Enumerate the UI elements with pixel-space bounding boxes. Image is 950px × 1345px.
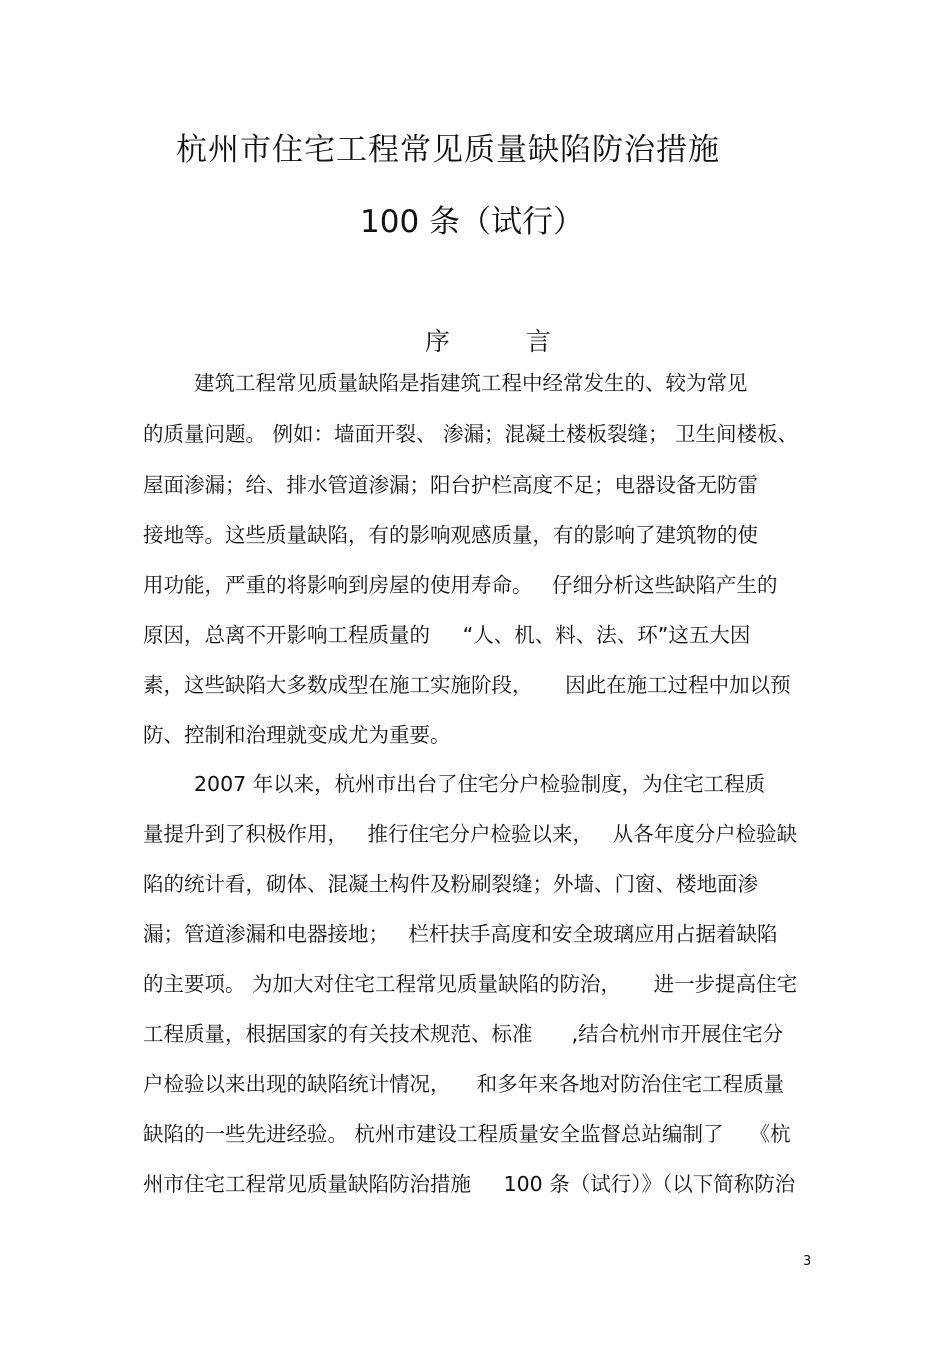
section-heading-preface: 序 言 (425, 327, 585, 356)
paragraph-line: 陷的统计看，砌体、混凝土构件及粉刷裂缝；外墙、门窗、楼地面渗 (143, 872, 758, 896)
paragraph-line: 用功能，严重的将影响到房屋的使用寿命。 仔细分析这些缺陷产生的 (143, 573, 778, 597)
paragraph-line: 防、控制和治理就变成尤为重要。 (143, 723, 451, 747)
paragraph-line: 的质量问题。 例如：墙面开裂、 渗漏；混凝土楼板裂缝； 卫生间楼板、 (143, 422, 799, 446)
paragraph-line: 户检验以来出现的缺陷统计情况， 和多年来各地对防治住宅工程质量 (143, 1072, 785, 1096)
paragraph-line: 建筑工程常见质量缺陷是指建筑工程中经常发生的、较为常见 (194, 371, 748, 395)
paragraph-line: 屋面渗漏；给、排水管道渗漏；阳台护栏高度不足；电器设备无防雷 (143, 473, 758, 497)
page-number: 3 (803, 1254, 812, 1269)
paragraph-line: 工程质量，根据国家的有关技术规范、标准 ,结合杭州市开展住宅分 (143, 1022, 784, 1046)
paragraph-line: 素，这些缺陷大多数成型在施工实施阶段， 因此在施工过程中加以预 (143, 673, 791, 697)
paragraph-line: 的主要项。 为加大对住宅工程常见质量缺陷的防治， 进一步提高住宅 (143, 972, 798, 996)
paragraph-line: 缺陷的一些先进经验。 杭州市建设工程质量安全监督总站编制了 《杭 (143, 1122, 791, 1146)
document-title-line-1: 杭州市住宅工程常见质量缺陷防治措施 (176, 132, 720, 168)
paragraph-line: 漏；管道渗漏和电器接地； 栏杆扶手高度和安全玻璃应用占据着缺陷 (143, 922, 778, 946)
paragraph-line: 原因，总离不开影响工程质量的 “人、机、料、法、环”这五大因 (143, 623, 751, 647)
paragraph-line: 接地等。这些质量缺陷，有的影响观感质量，有的影响了建筑物的使 (143, 523, 758, 547)
paragraph-line: 2007 年以来，杭州市出台了住宅分户检验制度，为住宅工程质 (194, 772, 766, 796)
document-title-line-2: 100 条（试行） (360, 204, 585, 240)
paragraph-line: 量提升到了积极作用， 推行住宅分户检验以来， 从各年度分户检验缺 (143, 822, 798, 846)
paragraph-line: 州市住宅工程常见质量缺陷防治措施 100 条（试行）》（以下简称防治 (143, 1172, 796, 1196)
